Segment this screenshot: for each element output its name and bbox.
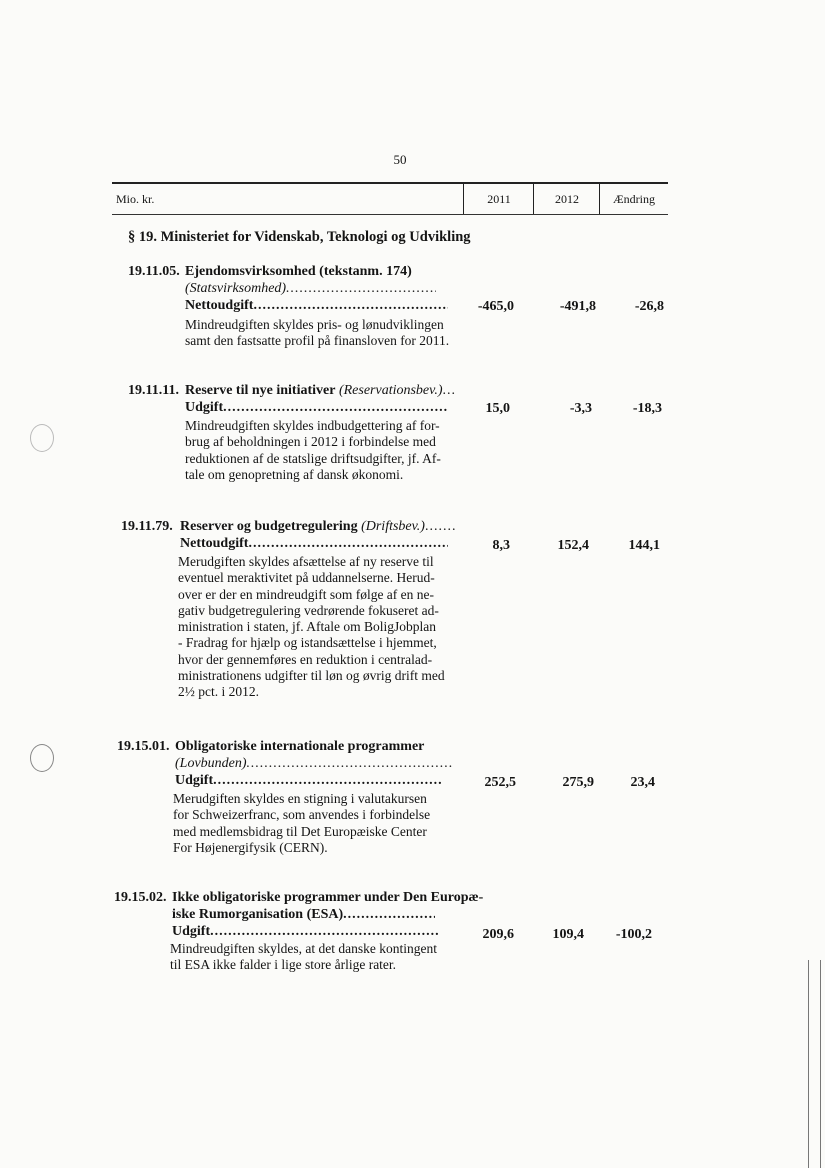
value-2011: 252,5 [484,775,516,790]
entry-subtitle: (Lovbunden) [175,756,247,771]
page-number: 50 [393,152,407,167]
entry-line-label: Udgift [172,924,211,939]
value-change: 144,1 [628,538,660,553]
entry-description: Mindreudgiften skyldes indbudgettering af for- brug af beholdningen i 2012 i forbindelse med reduktionen af de statslige driftsudgifter, jf. Af- tale om genopretning af dansk økonomi. [185,418,441,482]
entry-description: Mindreudgiften skyldes pris- og lønudviklingen samt den fastsatte profil på finansloven for 2011. [185,317,450,349]
entry-title-line2: iske Rumorganisation (ESA) [172,907,344,922]
entry-code: 19.11.05. [128,264,180,279]
entry-title: Ikke obligatoriske programmer under Den Europæ- [172,890,484,905]
value-2012: 275,9 [562,775,594,790]
entry-title: Reserver og budgetregulering [180,519,358,534]
col-2011-header: 2011 [463,184,534,214]
value-change: -100,2 [615,927,652,942]
entry-code: 19.11.79. [121,519,173,534]
value-2012: -3,3 [569,401,592,416]
entry-line-label: Nettoudgift [180,536,249,551]
entry-title: Obligatoriske internationale programmer [175,739,425,754]
entry-title-italic: (Reservationsbev.) [338,383,443,398]
section-title: § 19. Ministeriet for Videnskab, Teknologi og Udvikling [128,229,471,245]
value-change: 23,4 [630,775,655,790]
entry-title: Reserve til nye initiativer [185,383,336,398]
value-2011: 209,6 [482,927,514,942]
col-2012-header: 2012 [533,184,600,214]
scan-edge-line [808,960,809,1168]
value-change: -26,8 [634,299,664,314]
value-2011: -465,0 [477,299,514,314]
punch-hole-mark [30,744,54,772]
entry-code: 19.11.11. [128,383,179,398]
table-header [112,182,668,215]
entry-description: Merudgiften skyldes afsættelse af ny reserve til eventuel meraktivitet på uddannelserne. Herud- over er der en mindreudgift som følge af en ne- gativ budgetregulering vedrørende fokuseret ad- ministration i staten, jf. Aftale om BoligJobplan - Fradrag for hjælp og istandsættelse i hjemmet, hvor der gennemføres en reduktion i centralad- ministrationens udgifter til løn og øvrig drift med 2½ pct. i 2012. [178,554,445,700]
entry-subtitle: (Statsvirksomhed) [185,281,287,296]
entry-title-italic: (Driftsbev.) [361,519,425,534]
value-change: -18,3 [632,401,662,416]
punch-hole-mark [30,424,54,452]
value-2012: -491,8 [559,299,596,314]
col-change-header: Ændring [599,184,668,214]
value-2012: 152,4 [557,538,589,553]
unit-label: Mio. kr. [116,192,155,206]
entry-line-label: Nettoudgift [185,298,254,313]
entry-title: Ejendomsvirksomhed (tekstanm. 174) [185,264,412,279]
entry-line-label: Udgift [185,400,224,415]
entry-code: 19.15.02. [114,890,167,905]
value-2012: 109,4 [552,927,584,942]
entry-description: Mindreudgiften skyldes, at det danske kontingent til ESA ikke falder i lige store årlige rater. [170,941,437,973]
value-2011: 15,0 [485,401,510,416]
entry-description: Merudgiften skyldes en stigning i valutakursen for Schweizerfranc, som anvendes i forbindelse med medlemsbidrag til Det Europæiske Center For Højenergifysik (CERN). [173,791,431,855]
scan-edge-line [820,960,821,1168]
value-2011: 8,3 [492,538,510,553]
entry-code: 19.15.01. [117,739,170,754]
entry-line-label: Udgift [175,773,214,788]
